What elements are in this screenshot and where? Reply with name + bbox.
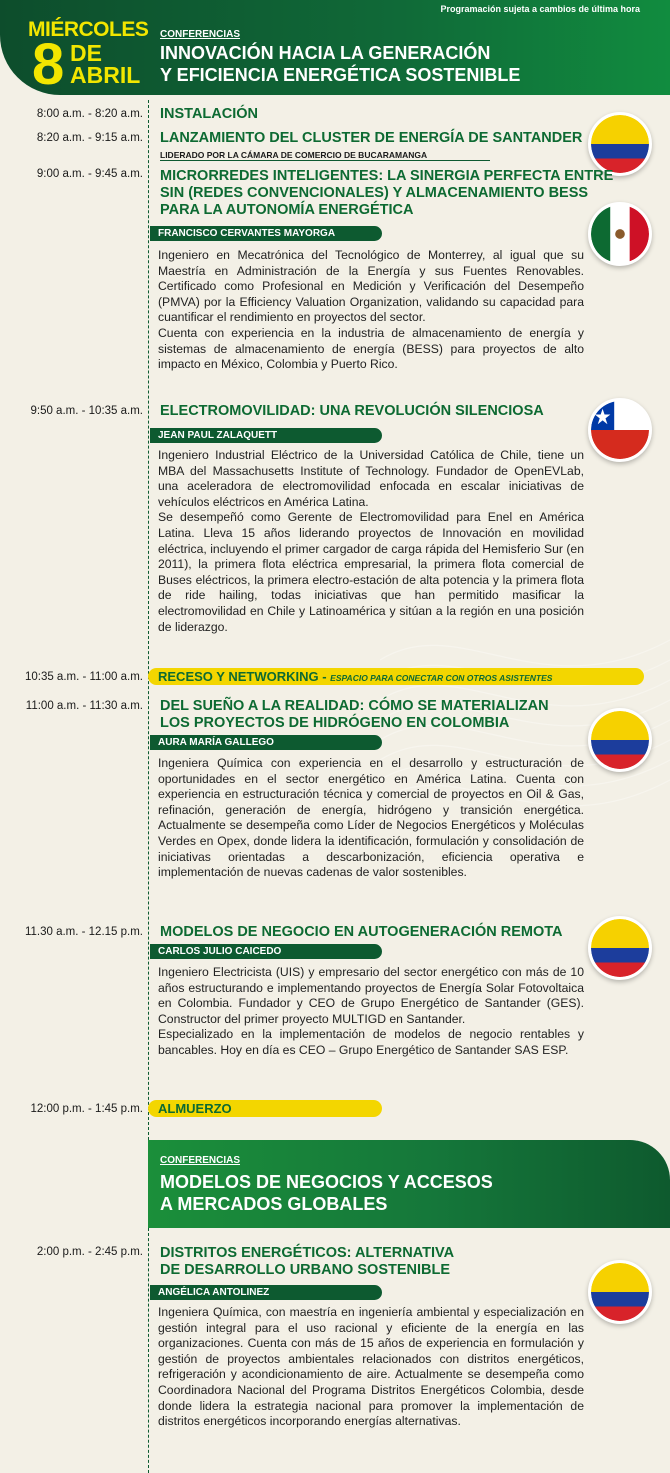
session-title-line1: DISTRITOS ENERGÉTICOS: ALTERNATIVA [160,1245,455,1261]
colombia-flag-icon [588,112,652,176]
bio-paragraph: Ingeniero en Mecatrónica del Tecnológico de Monterrey, al igual que su Maestría en Administración de la Energía y sus Fuentes Renovables. Certificado como Profesional en Medición y Verificación del Desempeño (PMVA) por la Efficiency Valuation Organization, validando su capacidad para cuantificar el rendimiento en proyectos del sector. [158,248,584,325]
header-banner [0,0,670,95]
bio-paragraph: Se desempeñó como Gerente de Electromovilidad para Enel en América Latina. Lleva 15 años liderando proyectos de Innovación en movilidad eléctrica, incluyendo el primer cargador de carga rápida del Hemisferio Sur (en 2011), la primera flota eléctrica empresarial, la primera flota comercial de Buses eléctricos, la primera electro-estación de alta potencia y la primera flota de ride hailing, todas iniciativas que han permitido masificar la electromovilidad en Chile y Latinoamérica y sitúan a la región en una posición de liderazgo. [158,510,584,634]
session-time: 9:00 a.m. - 9:45 a.m. [36,168,143,180]
day-name: MIÉRCOLES [28,18,149,41]
speaker-bio [158,1305,584,1430]
session-title-line2: SIN (REDES CONVENCIONALES) Y ALMACENAMIENTO BESS [160,185,589,201]
day-number: 8 [32,32,65,97]
section-label: CONFERENCIAS [160,29,241,40]
speaker-bio [158,448,584,635]
session-title: ELECTROMOVILIDAD: UNA REVOLUCIÓN SILENCIOSA [160,403,544,419]
month: ABRIL [70,62,141,88]
lunch-pill [148,1100,382,1117]
colombia-flag-icon [588,1260,652,1324]
session-time: 8:20 a.m. - 9:15 a.m. [36,132,143,144]
break-pill [148,668,644,685]
session-time: 11:00 a.m. - 11:30 a.m. [25,700,143,712]
session-time: 10:35 a.m. - 11:00 a.m. [24,671,143,683]
day-de: DE [70,40,102,66]
bio-paragraph: Ingeniero Electricista (UIS) y empresario del sector energético con más de 10 años estructurando e implementando proyectos de Energía Solar Fotovoltaica en Colombia. Fundador y CEO de Grupo Energético de Santander (GES). Constructor del primer proyecto MULTIGD en Santander. [158,965,584,1026]
break-title: RECESO Y NETWORKING - [158,669,327,684]
speaker-name: FRANCISCO CERVANTES MAYORGA [150,226,382,241]
mexico-flag-icon [588,202,652,266]
chile-flag-icon [588,398,652,462]
session-time: 11.30 a.m. - 12.15 p.m. [24,926,143,938]
section-title-line2: Y EFICIENCIA ENERGÉTICA SOSTENIBLE [160,65,521,85]
session-subtitle: LIDERADO POR LA CÁMARA DE COMERCIO DE BUCARAMANGA [160,150,428,160]
break-subtitle: ESPACIO PARA CONECTAR CON OTROS ASISTENTES [330,673,553,683]
session-title-line2: LOS PROYECTOS DE HIDRÓGENO EN COLOMBIA [160,715,510,731]
speaker-name: CARLOS JULIO CAICEDO [150,944,382,959]
lunch-title: ALMUERZO [158,1101,232,1116]
section2-label: CONFERENCIAS [160,1155,241,1166]
session-time: 12:00 p.m. - 1:45 p.m. [30,1103,143,1115]
timeline-line [148,100,149,1140]
bio-paragraph: Ingeniero Industrial Eléctrico de la Universidad Católica de Chile, tiene un MBA del Massachusetts Institute of Technology. Fundador de OpenEVLab, una aceleradora de electromovilidad enfocada en escalar iniciativas de vehículos eléctricos en América Latina. [158,448,584,509]
session-title-line2: DE DESARROLLO URBANO SOSTENIBLE [160,1262,451,1278]
colombia-flag-icon [588,708,652,772]
session-title: MODELOS DE NEGOCIO EN AUTOGENERACIÓN REMOTA [160,924,563,940]
session-title-line3: PARA LA AUTONOMÍA ENERGÉTICA [160,202,414,218]
subtitle-rule [160,160,490,161]
session-title-line1: DEL SUEÑO A LA REALIDAD: CÓMO SE MATERIALIZAN [160,698,549,714]
speaker-bio [158,756,584,881]
speaker-name: JEAN PAUL ZALAQUETT [150,428,382,443]
speaker-bio [158,965,584,1059]
bio-paragraph: Ingeniera Química con experiencia en el desarrollo y estructuración de oportunidades en el sector energético en América Latina. Cuenta con experiencia en estructuración técnica y comercial de proyectos en Oil & Gas, refinación, generación de energía, hidrógeno y transición energética. Actualmente se desempeña como Líder de Negocios Energéticos y Moléculas Verdes en Opex, donde lidera la identificación, formulación y consolidación de iniciativas orientadas a descarbonización, eficiencia operativa e implementación de nuevas cadenas de valor sostenibles. [158,756,584,880]
speaker-name: ANGÉLICA ANTOLINEZ [150,1285,382,1300]
session-title: LANZAMIENTO DEL CLUSTER DE ENERGÍA DE SANTANDER [160,130,583,146]
bio-paragraph: Cuenta con experiencia en la industria de almacenamiento de energía y sistemas de almacenamiento de energía (BESS) para proyectos de alto impacto en México, Colombia y Puerto Rico. [158,325,584,372]
section2-title-line1: MODELOS DE NEGOCIOS Y ACCESOS [160,1172,493,1192]
schedule-notice: Programación sujeta a cambios de última hora [440,4,640,14]
session-time: 2:00 p.m. - 2:45 p.m. [36,1246,143,1258]
section2-title-line2: A MERCADOS GLOBALES [160,1194,388,1214]
colombia-flag-icon [588,916,652,980]
bio-paragraph: Especializado en la implementación de modelos de negocio rentables y bancables. Hoy en día es CEO – Grupo Energético de Santander SAS ESP. [158,1027,584,1057]
timeline-line-2 [148,1228,149,1473]
session-title: INSTALACIÓN [160,106,259,122]
bio-paragraph: Ingeniera Química, con maestría en ingeniería ambiental y especialización en gestión integral para el uso racional y eficiente de la energía en las organizaciones. Cuenta con más de 15 años de experiencia en formulación y gestión de proyectos ambientales relacionados con distritos energéticos, refrigeración y acondicionamiento de aire. Actualmente se desempeña como Coordinadora Nacional del Programa Distritos Energéticos Colombia, desde donde lidera la estrategia nacional para promover la implementación de distritos energéticos incorporando energías alternativas. [158,1305,584,1429]
session-time: 9:50 a.m. - 10:35 a.m. [30,405,143,417]
section-title-line1: INNOVACIÓN HACIA LA GENERACIÓN [160,43,491,63]
speaker-bio [158,248,584,373]
date-block [28,18,149,97]
section2-banner [148,1140,670,1228]
session-time: 8:00 a.m. - 8:20 a.m. [36,108,143,120]
speaker-name: AURA MARÍA GALLEGO [150,735,382,750]
session-title-line1: MICRORREDES INTELIGENTES: LA SINERGIA PERFECTA ENTRE [160,168,614,184]
